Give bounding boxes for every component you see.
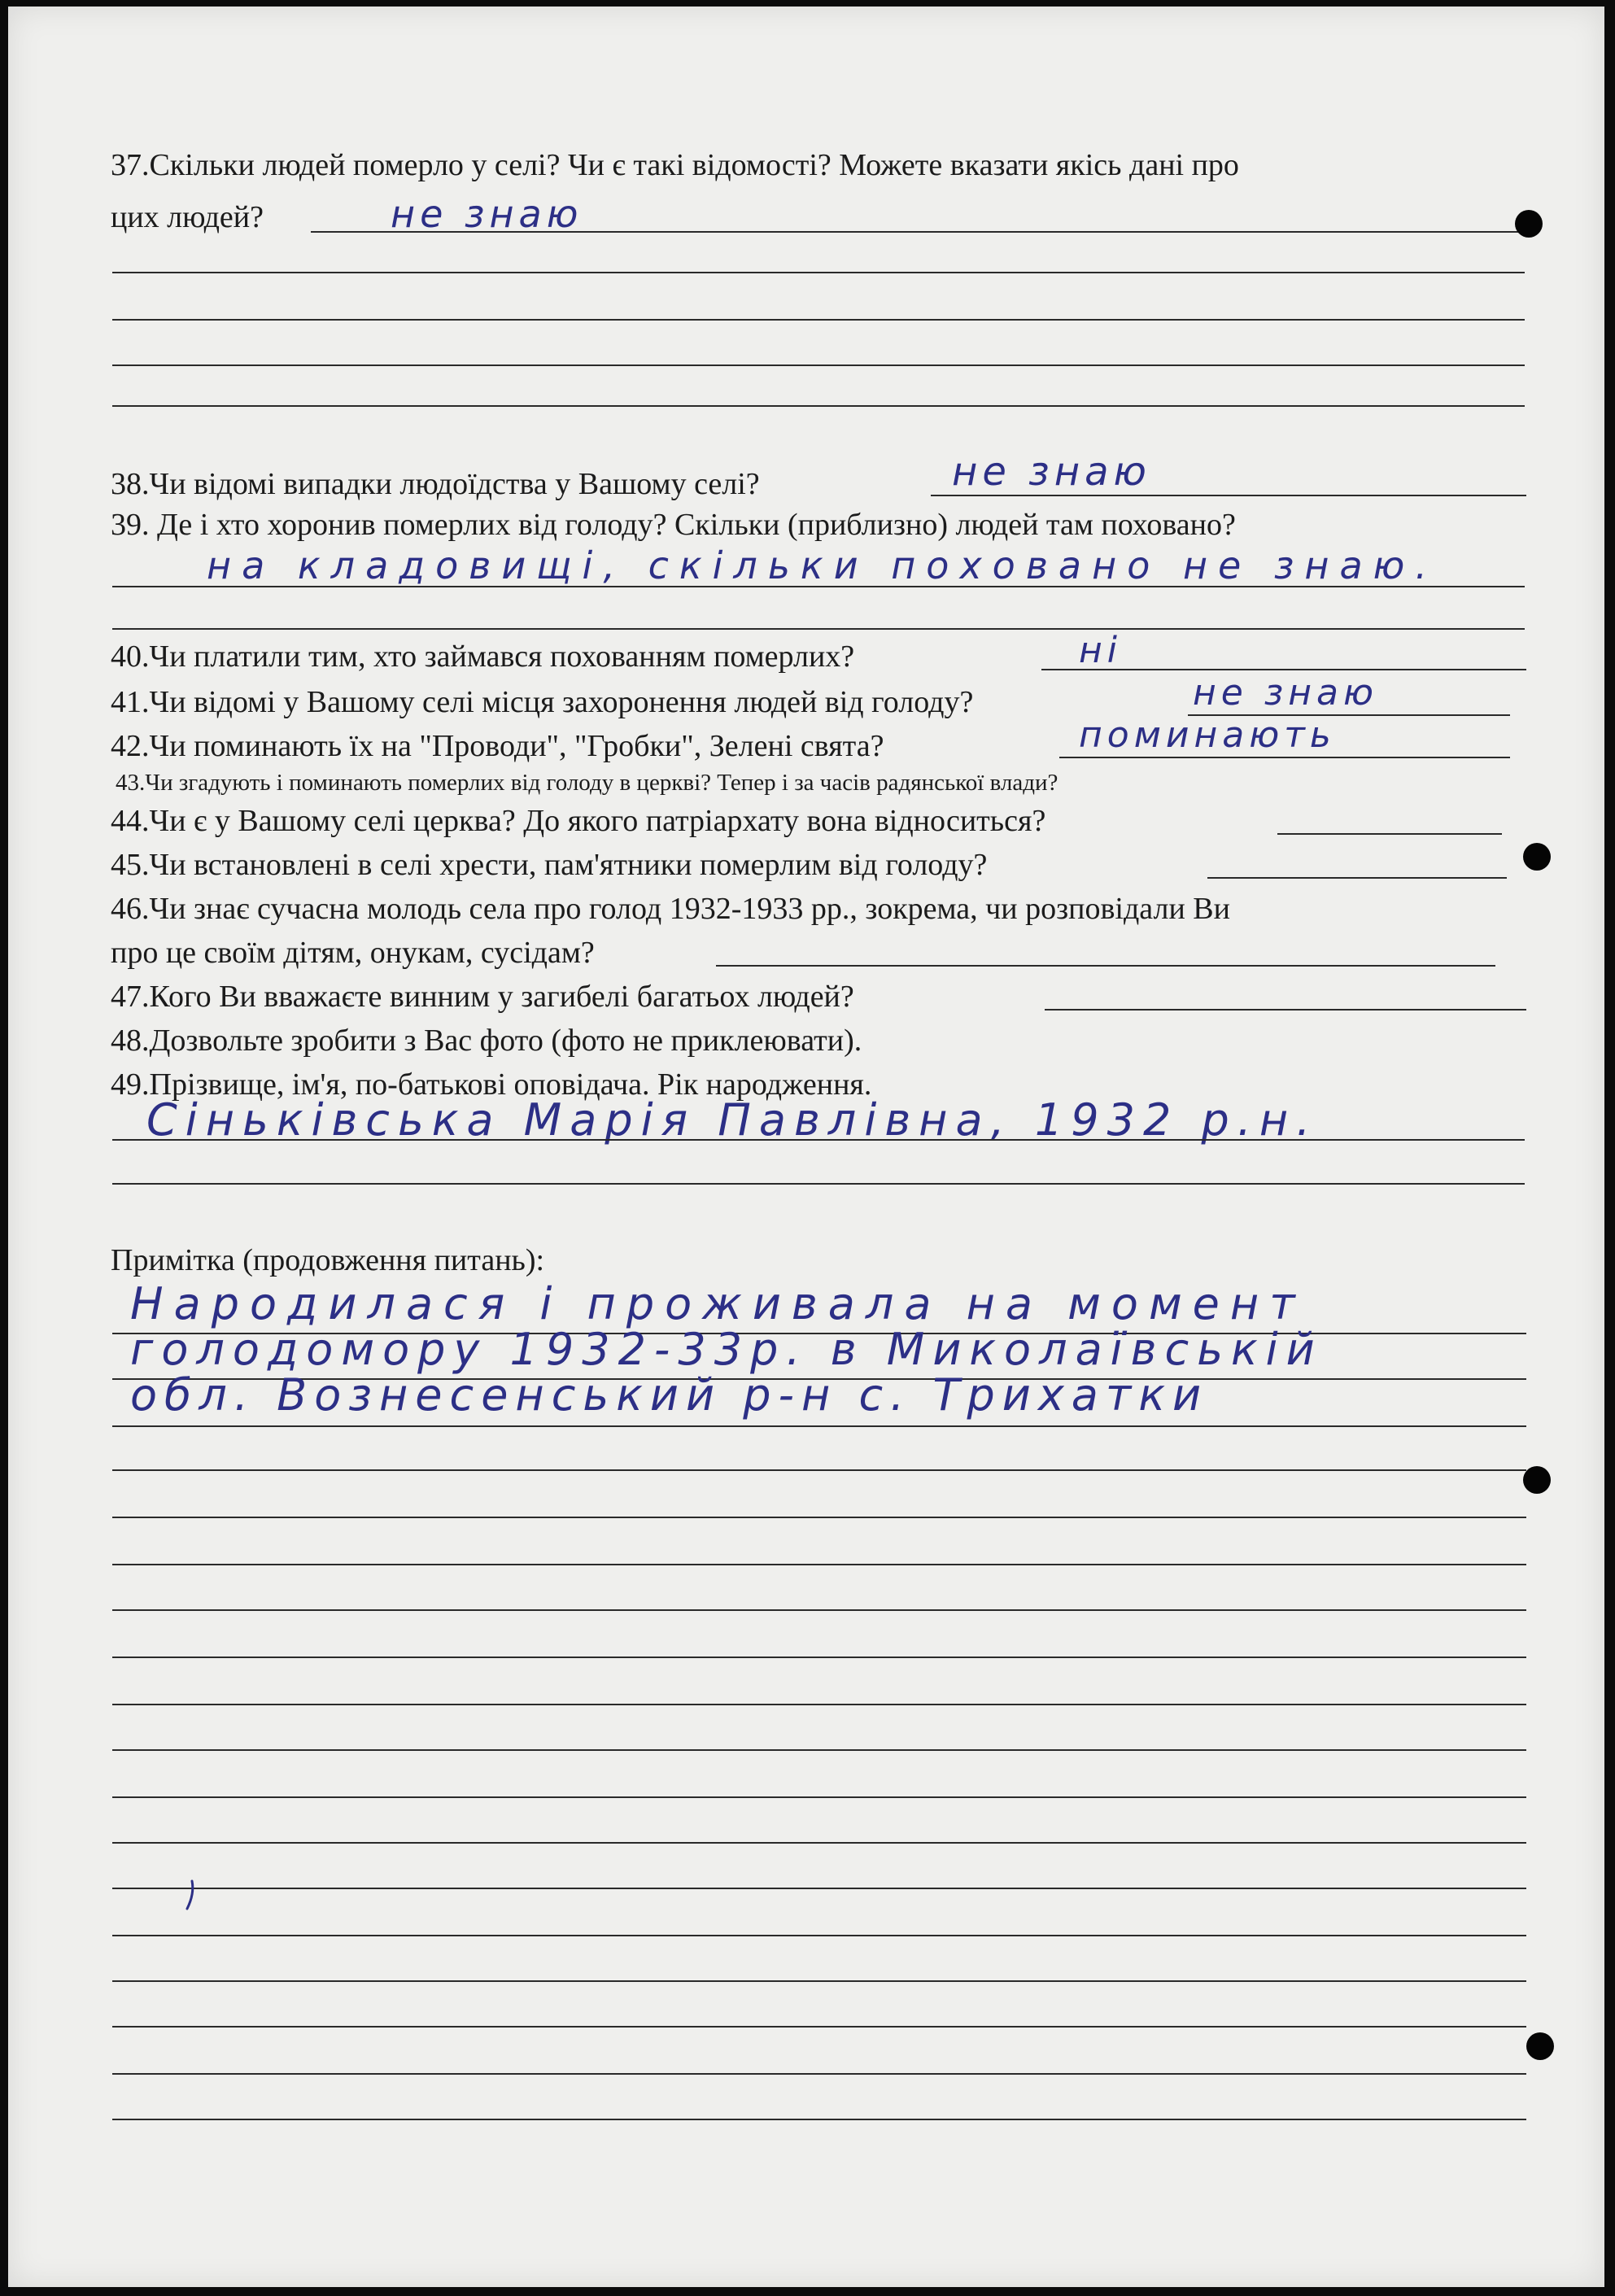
punch-hole <box>1515 210 1543 238</box>
blank-line <box>112 1564 1526 1565</box>
blank-line <box>112 1980 1526 1982</box>
question-45: 45.Чи встановлені в селі хрести, пам'ятники померлим від голоду? <box>111 848 988 882</box>
answer-line <box>112 1183 1525 1185</box>
question-43: 43.Чи згадують і поминають померлих від голоду в церкві? Тепер і за часів радянської влади? <box>116 770 1058 796</box>
question-42: 42.Чи поминають їх на "Проводи", "Гробки", Зелені свята? <box>111 729 884 763</box>
answer-line <box>716 965 1495 967</box>
answer-line <box>1207 877 1507 879</box>
answer-41: не знаю <box>1193 672 1378 714</box>
answer-line <box>112 405 1525 407</box>
question-46-line-2: про це своїм дітям, онукам, сусідам? <box>111 936 595 970</box>
question-37-line-2: цих людей? <box>111 200 264 234</box>
punch-hole <box>1526 2032 1554 2060</box>
pen-mark <box>182 1878 199 1914</box>
note-answer-line-3: обл. Вознесенський р-н с. Трихатки <box>130 1369 1209 1421</box>
answer-line <box>112 364 1525 366</box>
answer-38: не знаю <box>952 449 1151 495</box>
punch-hole <box>1523 1466 1551 1494</box>
blank-line <box>112 1469 1526 1471</box>
question-37-line-1: 37.Скільки людей померло у селі? Чи є такі відомості? Можете вказати якісь дані про <box>111 148 1239 182</box>
blank-line <box>112 2119 1526 2120</box>
answer-line <box>931 495 1526 496</box>
question-48: 48.Дозвольте зробити з Вас фото (фото не приклеювати). <box>111 1024 862 1058</box>
blank-line <box>112 1888 1526 1889</box>
answer-line <box>112 272 1525 273</box>
answer-line <box>112 1139 1525 1141</box>
blank-line <box>112 1935 1526 1936</box>
question-40: 40.Чи платили тим, хто займався похованням померлих? <box>111 639 855 674</box>
punch-hole <box>1523 843 1551 871</box>
question-44: 44.Чи є у Вашому селі церква? До якого патріархату вона відноситься? <box>111 804 1046 838</box>
answer-42: поминають <box>1079 714 1336 756</box>
question-49: 49.Прізвище, ім'я, по-батькові оповідача. Рік народження. <box>111 1067 872 1102</box>
note-answer-line-2: голодомору 1932-33р. в Миколаївській <box>130 1324 1323 1375</box>
questionnaire-page <box>8 7 1604 2287</box>
answer-40: ні <box>1079 630 1122 671</box>
note-heading: Примітка (продовження питань): <box>111 1243 545 1277</box>
question-38: 38.Чи відомі випадки людоїдства у Вашому селі? <box>111 467 760 501</box>
answer-line <box>1277 833 1502 835</box>
blank-line <box>112 1704 1526 1705</box>
answer-line <box>112 1425 1526 1427</box>
answer-line <box>112 586 1525 587</box>
blank-line <box>112 1749 1526 1751</box>
blank-line <box>112 2026 1526 2028</box>
note-answer-line-1: Народилася і проживала на момент <box>130 1278 1306 1329</box>
answer-line <box>112 628 1525 630</box>
blank-line <box>112 1842 1526 1844</box>
answer-39: на кладовищі, скільки поховано не знаю. <box>207 543 1438 587</box>
blank-line <box>112 2073 1526 2075</box>
blank-line <box>112 1609 1526 1611</box>
blank-line <box>112 1517 1526 1518</box>
answer-49: Сіньківська Марія Павлівна, 1932 р.н. <box>146 1094 1319 1146</box>
blank-line <box>112 1657 1526 1658</box>
answer-line <box>112 319 1525 321</box>
question-41: 41.Чи відомі у Вашому селі місця захоронення людей від голоду? <box>111 685 974 719</box>
answer-line <box>1059 757 1510 758</box>
question-47: 47.Кого Ви вважаєте винним у загибелі багатьох людей? <box>111 980 854 1014</box>
blank-line <box>112 1796 1526 1798</box>
answer-37: не знаю <box>391 192 583 236</box>
question-39: 39. Де і хто хоронив померлих від голоду? Скільки (приблизно) людей там поховано? <box>111 508 1236 542</box>
answer-line <box>1045 1009 1526 1011</box>
question-46-line-1: 46.Чи знає сучасна молодь села про голод 1932-1933 рр., зокрема, чи розповідали Ви <box>111 892 1230 926</box>
